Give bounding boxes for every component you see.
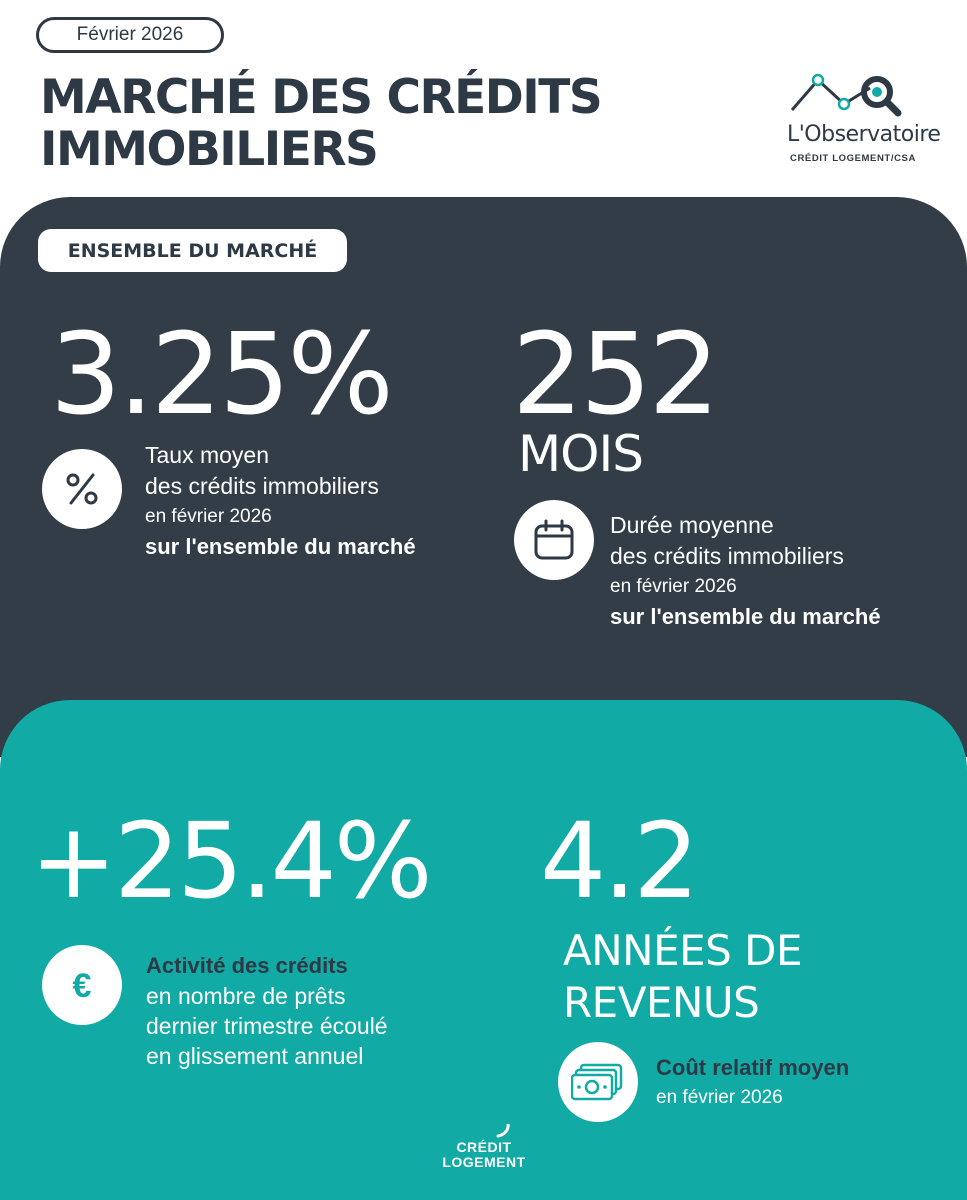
duration-description <box>610 510 881 632</box>
cost-unit-line-2: REVENUS <box>563 978 760 1027</box>
date-badge: Février 2026 <box>36 17 224 53</box>
duration-unit: MOIS <box>518 425 643 483</box>
rate-desc-line-3: en février 2026 <box>145 506 272 527</box>
calendar-icon <box>514 500 594 580</box>
rate-desc-line-4: sur l'ensemble du marché <box>145 534 416 559</box>
page-title <box>40 72 601 176</box>
svg-text:€: € <box>72 967 92 1005</box>
credit-logement-logo <box>436 1140 532 1170</box>
duration-value: 252 <box>512 310 717 440</box>
title-line-1: MARCHÉ DES CRÉDITS <box>40 70 602 125</box>
activity-description <box>146 950 388 1071</box>
activity-desc-line-4: en glissement annuel <box>146 1043 364 1069</box>
observatoire-logo <box>778 68 941 178</box>
logo-name: L'Observatoire <box>787 122 941 147</box>
credit-logement-mark-icon <box>496 1124 512 1138</box>
brand-line-1: CRÉDIT <box>456 1139 512 1155</box>
activity-desc-line-2: en nombre de prêts <box>146 983 346 1009</box>
duration-desc-line-4: sur l'ensemble du marché <box>610 604 881 629</box>
cost-unit-line-1: ANNÉES DE <box>563 926 803 975</box>
banknotes-icon <box>558 1042 638 1122</box>
rate-description <box>145 440 416 562</box>
section-label: ENSEMBLE DU MARCHÉ <box>38 229 347 272</box>
cost-desc-line-1: Coût relatif moyen <box>656 1055 850 1080</box>
activity-value: +25.4% <box>30 800 430 922</box>
rate-value: 3.25% <box>50 310 391 440</box>
cost-desc-line-2: en février 2026 <box>656 1087 783 1108</box>
percent-icon <box>42 449 122 529</box>
duration-desc-line-3: en février 2026 <box>610 576 737 597</box>
activity-desc-line-3: dernier trimestre écoulé <box>146 1013 388 1039</box>
rate-desc-line-1: Taux moyen <box>145 442 270 468</box>
cost-description <box>656 1052 849 1112</box>
magnifier-chart-icon <box>788 68 923 118</box>
euro-icon <box>42 945 122 1025</box>
logo-subtitle: CRÉDIT LOGEMENT/CSA <box>790 153 916 164</box>
duration-desc-line-1: Durée moyenne <box>610 512 774 538</box>
activity-desc-line-1: Activité des crédits <box>146 953 348 978</box>
cost-unit <box>563 925 802 1029</box>
cost-value: 4.2 <box>540 800 697 922</box>
title-line-2: IMMOBILIERS <box>40 122 378 177</box>
brand-line-2: LOGEMENT <box>442 1154 526 1170</box>
duration-desc-line-2: des crédits immobiliers <box>610 543 844 569</box>
rate-desc-line-2: des crédits immobiliers <box>145 473 379 499</box>
